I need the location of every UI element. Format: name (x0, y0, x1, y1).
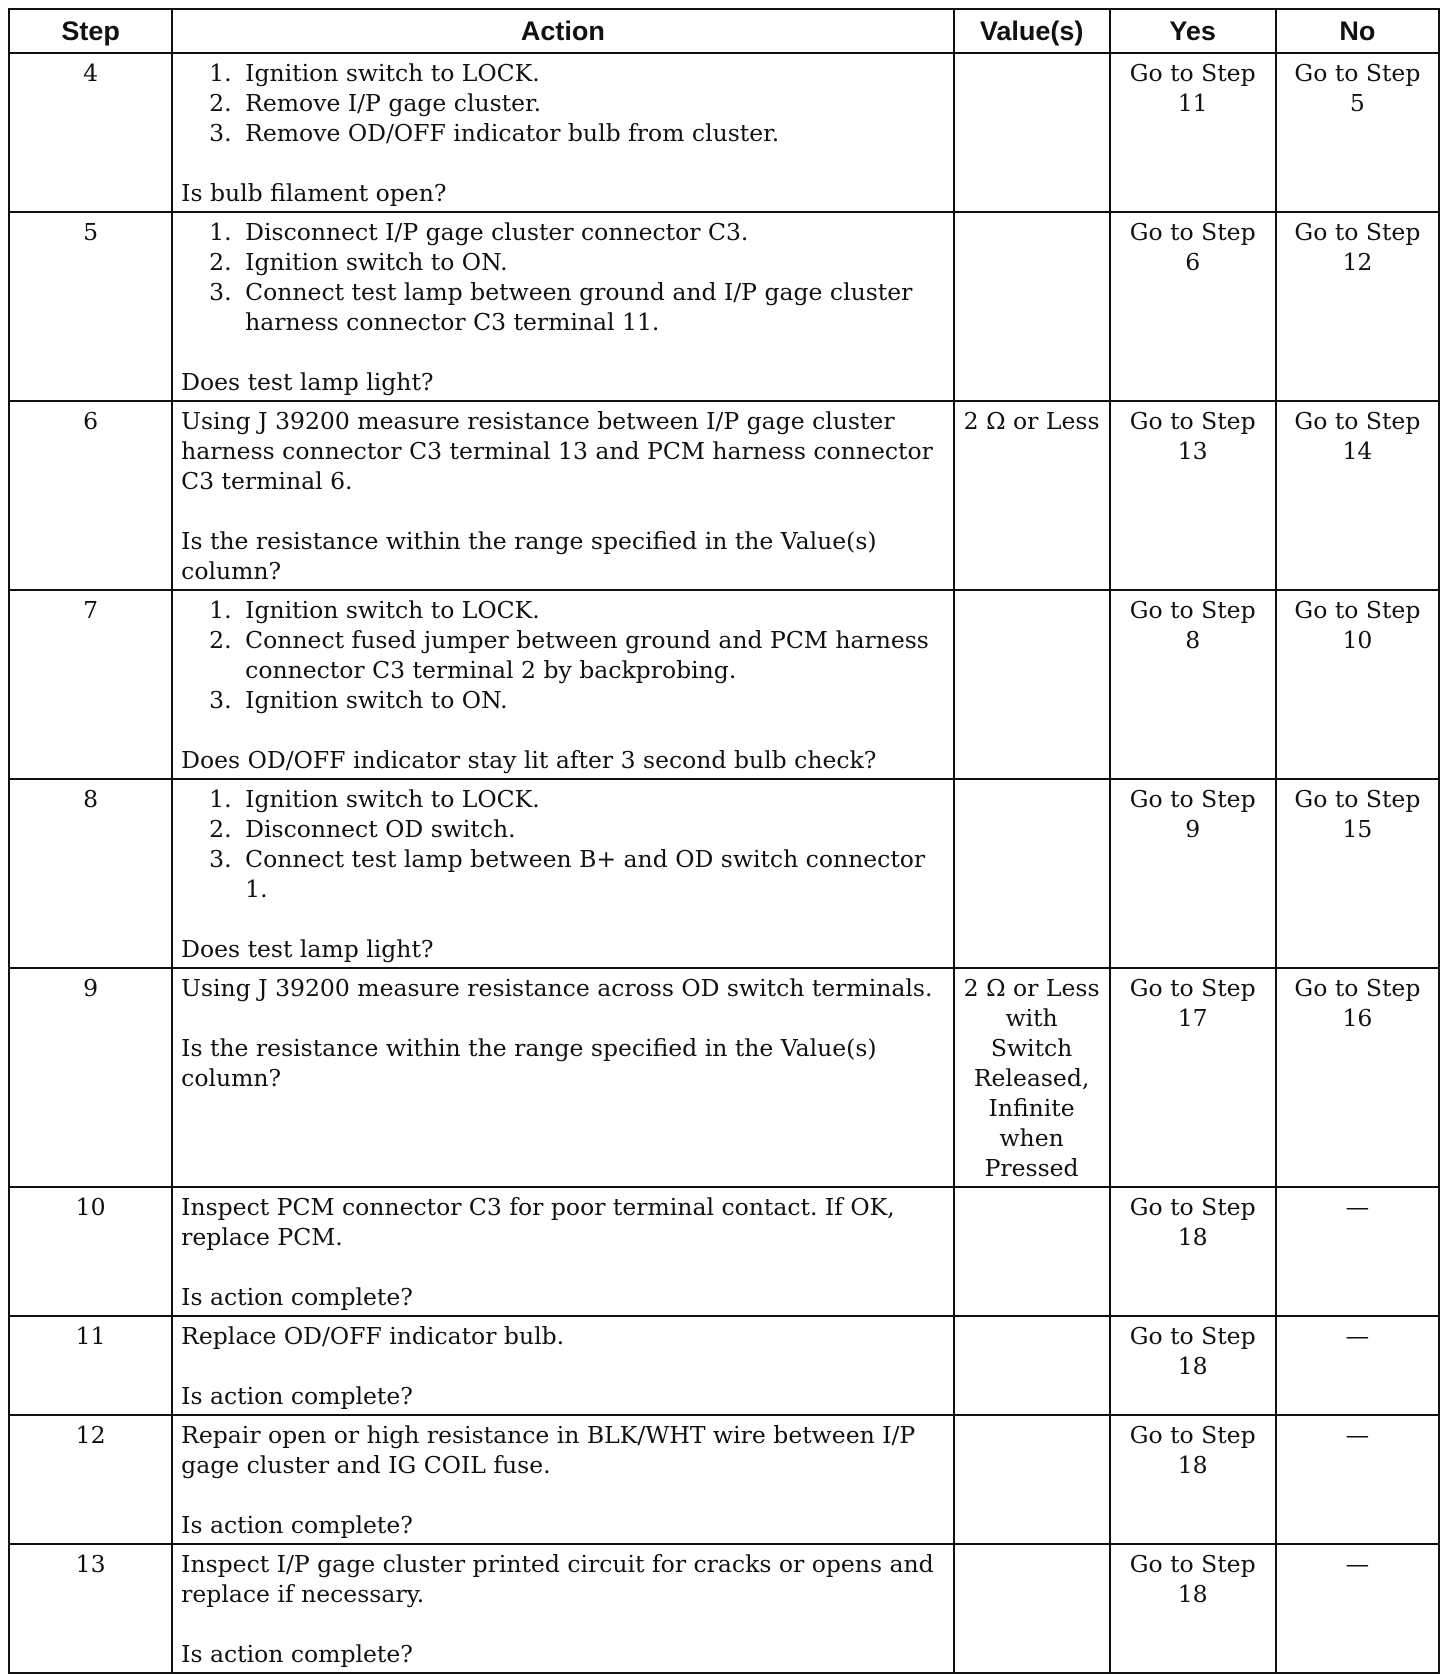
action-step-number: 1. (209, 596, 232, 624)
action-step-text: Ignition switch to ON. (245, 248, 508, 276)
table-body (9, 53, 1439, 1673)
table-row (9, 401, 1439, 590)
action-step-text: Remove I/P gage cluster. (245, 89, 542, 117)
action-step-number: 3. (209, 686, 232, 714)
header-no: No (1276, 9, 1439, 53)
table-row (9, 1415, 1439, 1544)
action-question: Is bulb filament open? (181, 179, 447, 207)
action-step-text: Disconnect I/P gage cluster connector C3. (245, 218, 749, 246)
action-cell (172, 1187, 954, 1316)
diagnostic-table-page (8, 8, 1440, 1674)
value-cell (954, 590, 1110, 779)
header-yes: Yes (1110, 9, 1276, 53)
action-question: Is action complete? (181, 1283, 413, 1311)
action-step-text: Connect fused jumper between ground and PCM harness connector C3 terminal 2 by backprobing. (245, 626, 929, 684)
action-step-text: Ignition switch to LOCK. (245, 596, 540, 624)
action-question: Is the resistance within the range specified in the Value(s) column? (181, 1034, 877, 1092)
step-number: 4 (9, 53, 172, 212)
action-step-text: Disconnect OD switch. (245, 815, 516, 843)
no-cell: — (1276, 1415, 1439, 1544)
yes-cell: Go to Step 17 (1110, 968, 1276, 1187)
value-cell (954, 779, 1110, 968)
no-cell: Go to Step 5 (1276, 53, 1439, 212)
action-step-item (209, 625, 945, 685)
action-step-item (209, 247, 945, 277)
table-row (9, 779, 1439, 968)
table-row (9, 212, 1439, 401)
action-steps-list (181, 217, 945, 337)
action-steps-list (181, 58, 945, 148)
no-cell: — (1276, 1544, 1439, 1673)
yes-cell: Go to Step 18 (1110, 1544, 1276, 1673)
yes-cell: Go to Step 6 (1110, 212, 1276, 401)
action-step-text: Connect test lamp between B+ and OD switch connector 1. (245, 845, 926, 903)
action-step-item (209, 844, 945, 904)
step-number: 12 (9, 1415, 172, 1544)
diagnostic-table (8, 8, 1440, 1674)
action-question: Is the resistance within the range specified in the Value(s) column? (181, 527, 877, 585)
action-question: Is action complete? (181, 1511, 413, 1539)
action-cell (172, 212, 954, 401)
action-cell (172, 779, 954, 968)
action-step-text: Connect test lamp between ground and I/P gage cluster harness connector C3 terminal 11. (245, 278, 913, 336)
action-step-item (209, 277, 945, 337)
yes-cell: Go to Step 8 (1110, 590, 1276, 779)
action-step-number: 3. (209, 119, 232, 147)
yes-cell: Go to Step 18 (1110, 1316, 1276, 1415)
step-number: 7 (9, 590, 172, 779)
step-number: 6 (9, 401, 172, 590)
action-step-item (209, 784, 945, 814)
action-text: Inspect I/P gage cluster printed circuit for cracks or opens and replace if necessary. (181, 1550, 934, 1608)
action-step-item (209, 118, 945, 148)
value-cell (954, 1316, 1110, 1415)
action-step-text: Ignition switch to LOCK. (245, 59, 540, 87)
table-row (9, 1316, 1439, 1415)
action-step-number: 2. (209, 89, 232, 117)
step-number: 5 (9, 212, 172, 401)
action-question: Does OD/OFF indicator stay lit after 3 second bulb check? (181, 746, 877, 774)
yes-cell: Go to Step 18 (1110, 1187, 1276, 1316)
step-number: 10 (9, 1187, 172, 1316)
action-step-number: 2. (209, 626, 232, 654)
action-step-text: Ignition switch to LOCK. (245, 785, 540, 813)
header-values: Value(s) (954, 9, 1110, 53)
action-step-text: Remove OD/OFF indicator bulb from cluster. (245, 119, 780, 147)
step-number: 11 (9, 1316, 172, 1415)
yes-cell: Go to Step 13 (1110, 401, 1276, 590)
action-steps-list (181, 784, 945, 904)
table-row (9, 53, 1439, 212)
action-step-number: 3. (209, 845, 232, 873)
value-cell: 2 Ω or Less with Switch Released, Infinite when Pressed (954, 968, 1110, 1187)
no-cell: Go to Step 14 (1276, 401, 1439, 590)
table-row (9, 1187, 1439, 1316)
value-cell (954, 212, 1110, 401)
action-step-item (209, 814, 945, 844)
action-step-item (209, 595, 945, 625)
action-step-number: 3. (209, 278, 232, 306)
value-cell (954, 53, 1110, 212)
action-text: Using J 39200 measure resistance between I/P gage cluster harness connector C3 terminal 13 and PCM harness connector C3 terminal 6. (181, 407, 933, 495)
value-cell (954, 1187, 1110, 1316)
action-step-item (209, 685, 945, 715)
action-step-item (209, 88, 945, 118)
header-row (9, 9, 1439, 53)
action-cell (172, 1316, 954, 1415)
action-steps-list (181, 595, 945, 715)
step-number: 9 (9, 968, 172, 1187)
action-step-number: 1. (209, 59, 232, 87)
action-step-number: 2. (209, 815, 232, 843)
action-step-number: 1. (209, 218, 232, 246)
action-text: Repair open or high resistance in BLK/WHT wire between I/P gage cluster and IG COIL fuse. (181, 1421, 916, 1479)
no-cell: — (1276, 1187, 1439, 1316)
action-cell (172, 1415, 954, 1544)
yes-cell: Go to Step 9 (1110, 779, 1276, 968)
no-cell: Go to Step 10 (1276, 590, 1439, 779)
value-cell (954, 1415, 1110, 1544)
action-text: Replace OD/OFF indicator bulb. (181, 1322, 565, 1350)
action-step-item (209, 217, 945, 247)
action-step-number: 1. (209, 785, 232, 813)
action-step-item (209, 58, 945, 88)
action-question: Is action complete? (181, 1640, 413, 1668)
action-step-text: Ignition switch to ON. (245, 686, 508, 714)
action-cell (172, 401, 954, 590)
yes-cell: Go to Step 11 (1110, 53, 1276, 212)
action-question: Does test lamp light? (181, 935, 434, 963)
value-cell: 2 Ω or Less (954, 401, 1110, 590)
action-text: Inspect PCM connector C3 for poor terminal contact. If OK, replace PCM. (181, 1193, 895, 1251)
no-cell: Go to Step 15 (1276, 779, 1439, 968)
action-question: Does test lamp light? (181, 368, 434, 396)
table-row (9, 590, 1439, 779)
action-step-number: 2. (209, 248, 232, 276)
header-step: Step (9, 9, 172, 53)
table-row (9, 968, 1439, 1187)
action-cell (172, 53, 954, 212)
no-cell: — (1276, 1316, 1439, 1415)
no-cell: Go to Step 16 (1276, 968, 1439, 1187)
header-action: Action (172, 9, 954, 53)
step-number: 8 (9, 779, 172, 968)
action-cell (172, 968, 954, 1187)
action-text: Using J 39200 measure resistance across OD switch terminals. (181, 974, 933, 1002)
yes-cell: Go to Step 18 (1110, 1415, 1276, 1544)
action-question: Is action complete? (181, 1382, 413, 1410)
no-cell: Go to Step 12 (1276, 212, 1439, 401)
action-cell (172, 590, 954, 779)
step-number: 13 (9, 1544, 172, 1673)
